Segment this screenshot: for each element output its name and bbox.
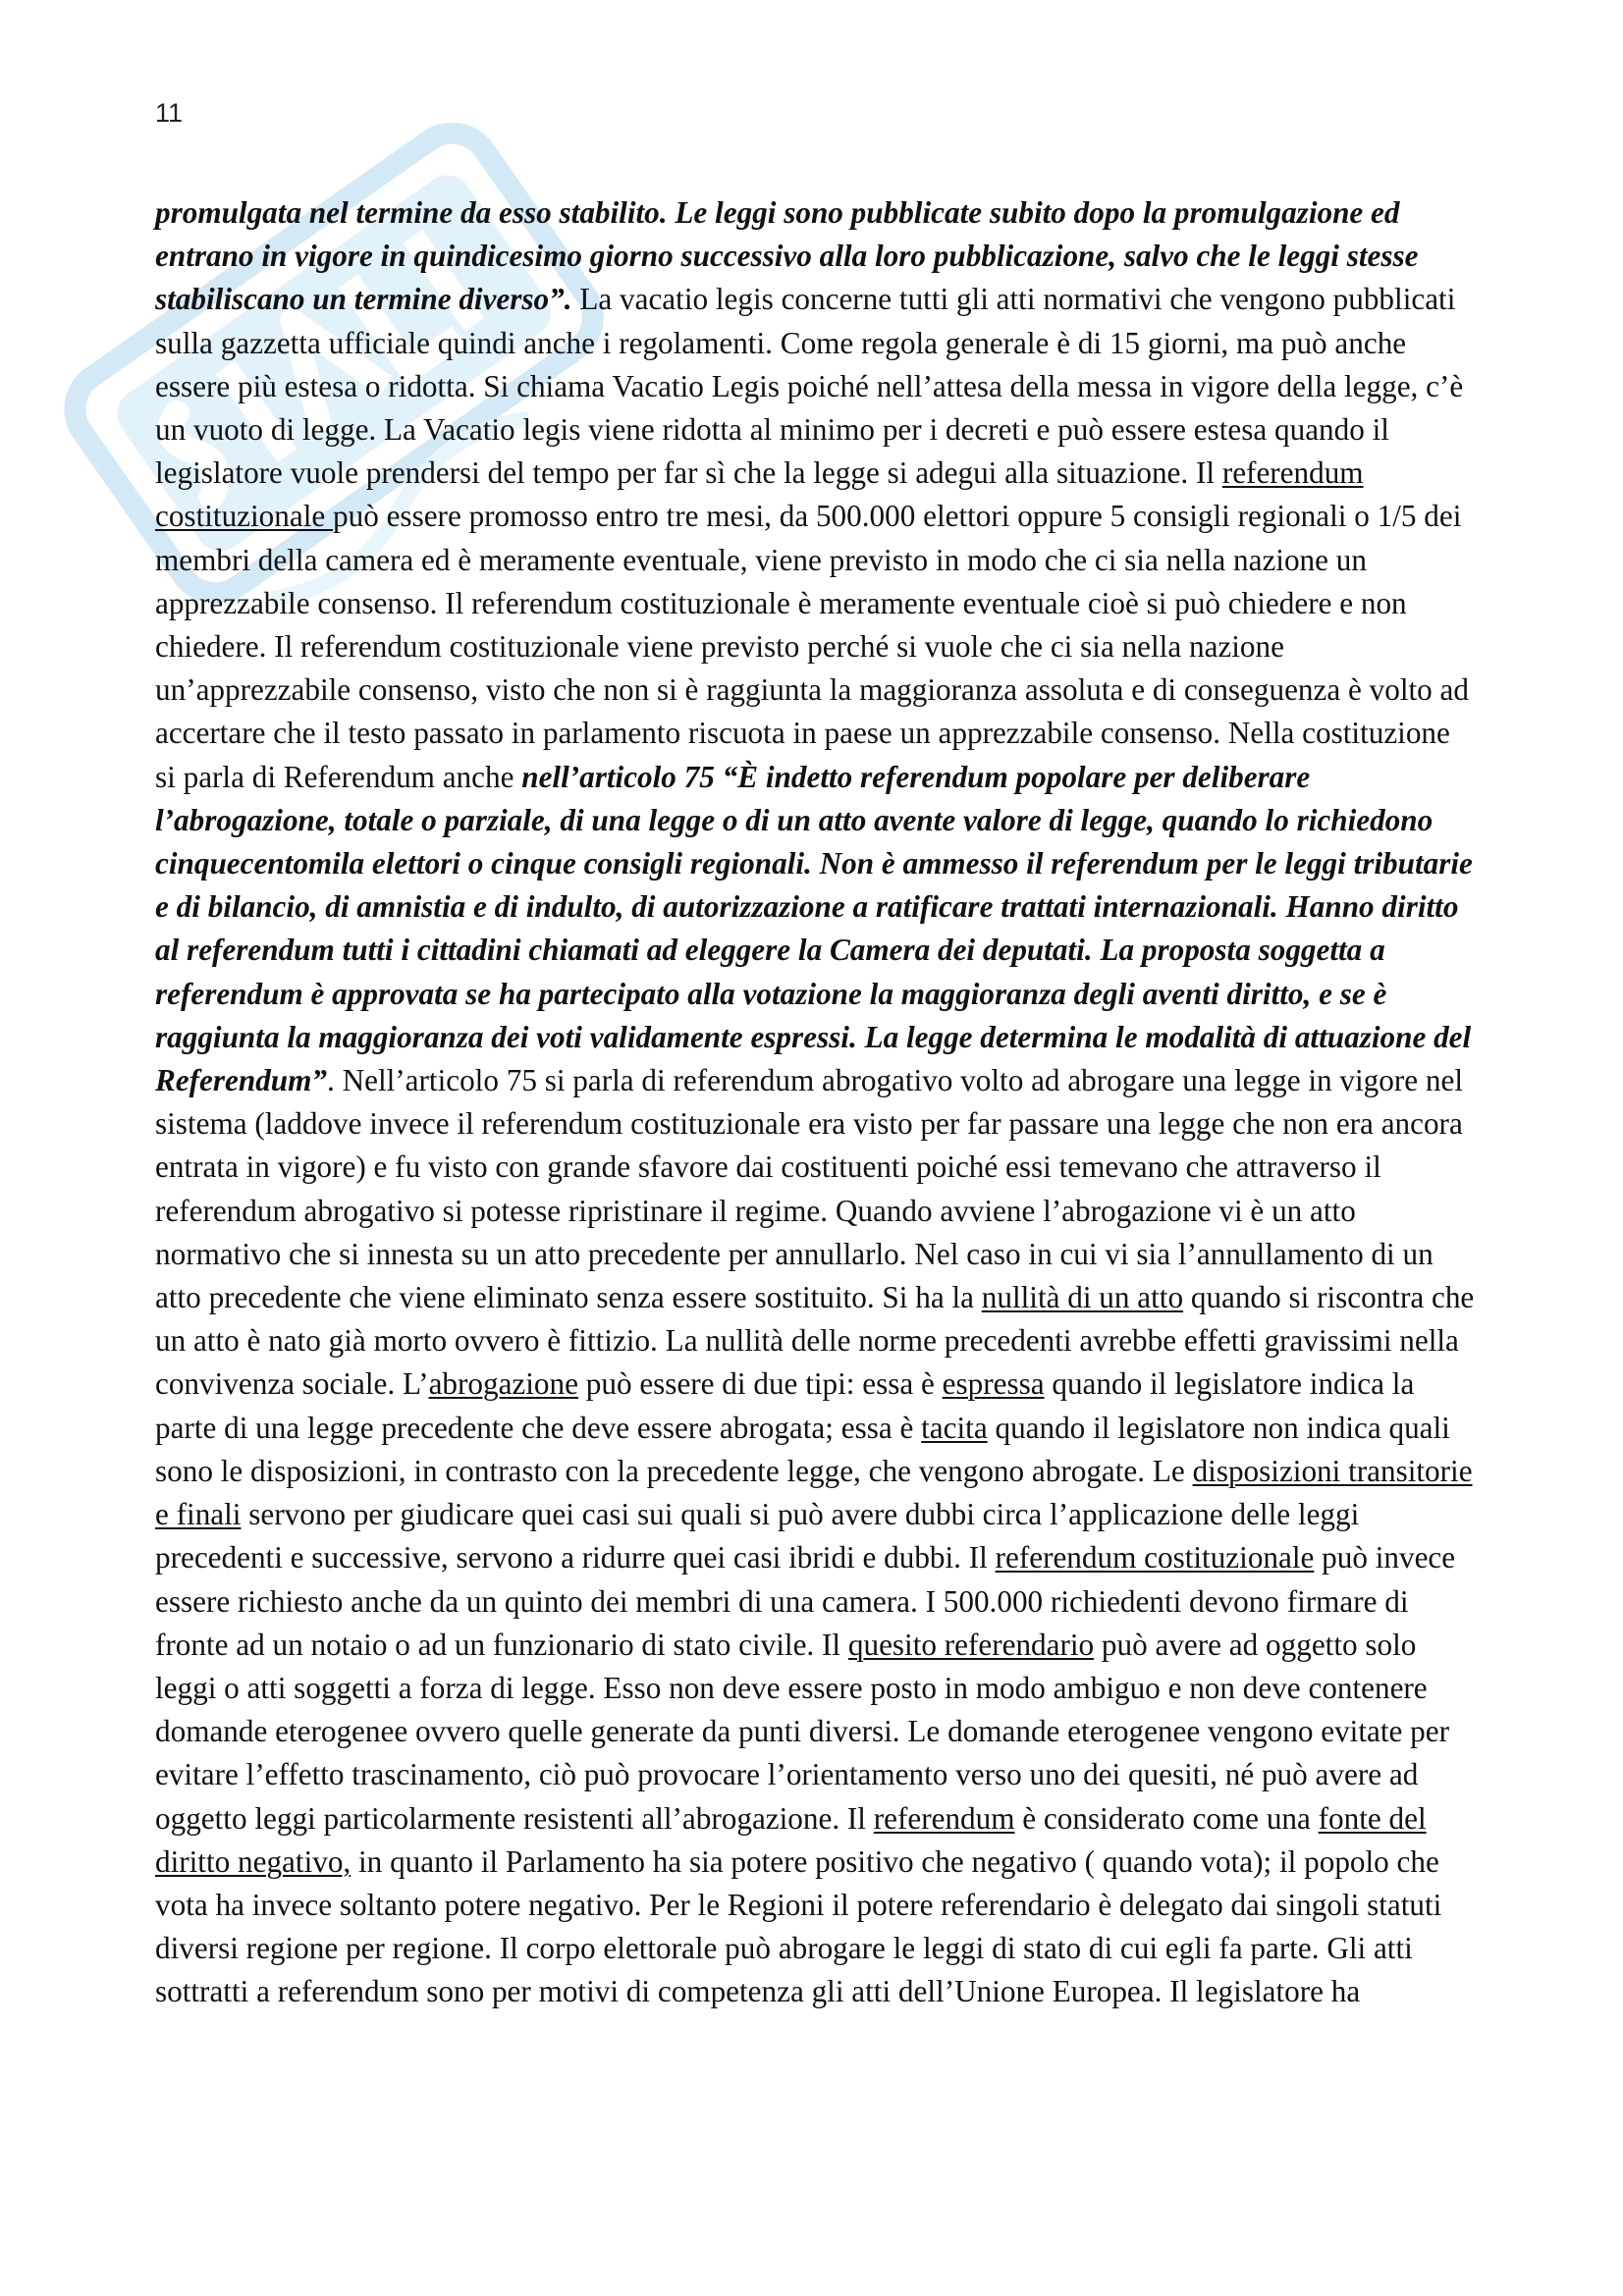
- text-run: servono per giudicare quei casi sui quali si può avere dubbi circa l’applicazione delle leggi precedenti e successive, servono a ridurre quei casi ibridi e dubbi. Il: [155, 1497, 1360, 1575]
- bold-italic-text: promulgata nel termine da esso stabilito. Le leggi sono pubblicate subito dopo la promulgazione ed entrano in vigore in quindicesimo giorno successivo alla loro pubblicazione, salvo che le leggi stesse stabiliscano un termine diverso”.: [155, 195, 1419, 317]
- page-number: 11: [155, 98, 184, 128]
- text-run: . Nell’articolo 75 si parla di referendum abrogativo volto ad abrogare una legge in vigore nel sistema (laddove invece il referendum costituzionale era visto per far passare una legge che non era ancora entrata in vigore) e fu visto con grande sfavore dai costituenti poiché essi temevano che attraverso il referendum abrogativo si potesse ripristinare il regime. Quando avviene l’abrogazione vi è un atto normativo che si innesta su un atto precedente per annullarlo. Nel caso in cui vi sia l’annullamento di un atto precedente che viene eliminato senza essere sostituito. Si ha la: [155, 1063, 1463, 1315]
- body-text: [155, 191, 1476, 2014]
- underlined-term: espressa: [942, 1366, 1045, 1402]
- text-run: è considerato come una: [1014, 1800, 1319, 1836]
- underlined-term: nullità di un atto: [981, 1280, 1184, 1315]
- text-run: può avere ad oggetto solo leggi o atti soggetti a forza di legge. Esso non deve essere posto in modo ambiguo e non deve contenere domande eterogenee ovvero quelle generate da punti diversi. Le domande eterogenee vengono evitate per evitare l’effetto trascinamento, ciò può provocare l’orientamento verso uno dei quesiti, né può avere ad oggetto leggi particolarmente resistenti all’abrogazione. Il: [155, 1627, 1449, 1836]
- underlined-term: disposizioni transitorie e finali: [155, 1453, 1473, 1532]
- underlined-term: referendum costituzionale: [995, 1540, 1315, 1575]
- text-run: quando il legislatore non indica quali sono le disposizioni, in contrasto con la precedente legge, che vengono abrogate. Le: [155, 1410, 1450, 1488]
- text-run: può invece essere richiesto anche da un quinto dei membri di una camera. I 500.000 richiedenti devono firmare di fronte ad un notaio o ad un funzionario di stato civile. Il: [155, 1540, 1456, 1662]
- underlined-term: tacita: [921, 1410, 988, 1445]
- text-run: può essere promosso entro tre mesi, da 500.000 elettori oppure 5 consigli regionali o 1/5 dei membri della camera ed è meramente eventuale, viene previsto in modo che ci sia nella nazione un apprezzabile consenso. Il referendum costituzionale è meramente eventuale cioè si può chiedere e non chiedere. Il referendum costituzionale viene previsto perché si vuole che ci sia nella nazione un’apprezzabile consenso, visto che non si è raggiunta la maggioranza assoluta e di conseguenza è volto ad accertare che il testo passato in parlamento riscuota in paese un apprezzabile consenso. Nella costituzione si parla di Referendum anche: [155, 499, 1469, 794]
- text-run: quando si riscontra che un atto è nato già morto ovvero è fittizio. La nullità delle norme precedenti avrebbe effetti gravissimi nella convivenza sociale. L’: [155, 1280, 1475, 1402]
- text-run: quando il legislatore indica la parte di una legge precedente che deve essere abrogata; essa è: [155, 1366, 1415, 1445]
- underlined-term: referendum costituzionale: [155, 455, 1364, 534]
- underlined-term: abrogazione: [428, 1366, 578, 1402]
- underlined-term: quesito referendario: [847, 1627, 1095, 1662]
- bold-italic-text: nell’articolo 75 “È indetto referendum popolare per deliberare l’abrogazione, totale o parziale, di una legge o di un atto avente valore di legge, quando lo richiedono cinquecentomila elettori o cinque consigli regionali. Non è ammesso il referendum per le leggi tributarie e di bilancio, di amnistia e di indulto, di autorizzazione a ratificare trattati internazionali. Hanno diritto al referendum tutti i cittadini chiamati ad eleggere la Camera dei deputati. La proposta soggetta a referendum è approvata se ha partecipato alla votazione la maggioranza degli aventi diritto, e se è raggiunta la maggioranza dei voti validamente espressi. La legge determina le modalità di attuazione del Referendum”: [155, 759, 1473, 1098]
- text-run: può essere di due tipi: essa è: [577, 1366, 943, 1402]
- underlined-term: referendum: [873, 1800, 1015, 1836]
- text-run: La vacatio legis concerne tutti gli atti normativi che vengono pubblicati sulla gazzetta ufficiale quindi anche i regolamenti. Come regola generale è di 15 giorni, ma può anche essere più estesa o ridotta. Si chiama Vacatio Legis poiché nell’attesa della messa in vigore della legge, c’è un vuoto di legge. La Vacatio legis viene ridotta al minimo per i decreti e può essere estesa quando il legislatore vuole prendersi del tempo per far sì che la legge si adegui alla situazione. Il: [155, 282, 1464, 491]
- underlined-term: fonte del diritto negativo,: [155, 1800, 1427, 1879]
- text-run: in quanto il Parlamento ha sia potere positivo che negativo ( quando vota); il popolo che vota ha invece soltanto potere negativo. Per le Regioni il potere referendario è delegato dai singoli statuti diversi regione per regione. Il corpo elettorale può abrogare le leggi di stato di cui egli fa parte. Gli atti sottratti a referendum sono per motivi di competenza gli atti dell’Unione Europea. Il legislatore ha: [155, 1843, 1442, 2009]
